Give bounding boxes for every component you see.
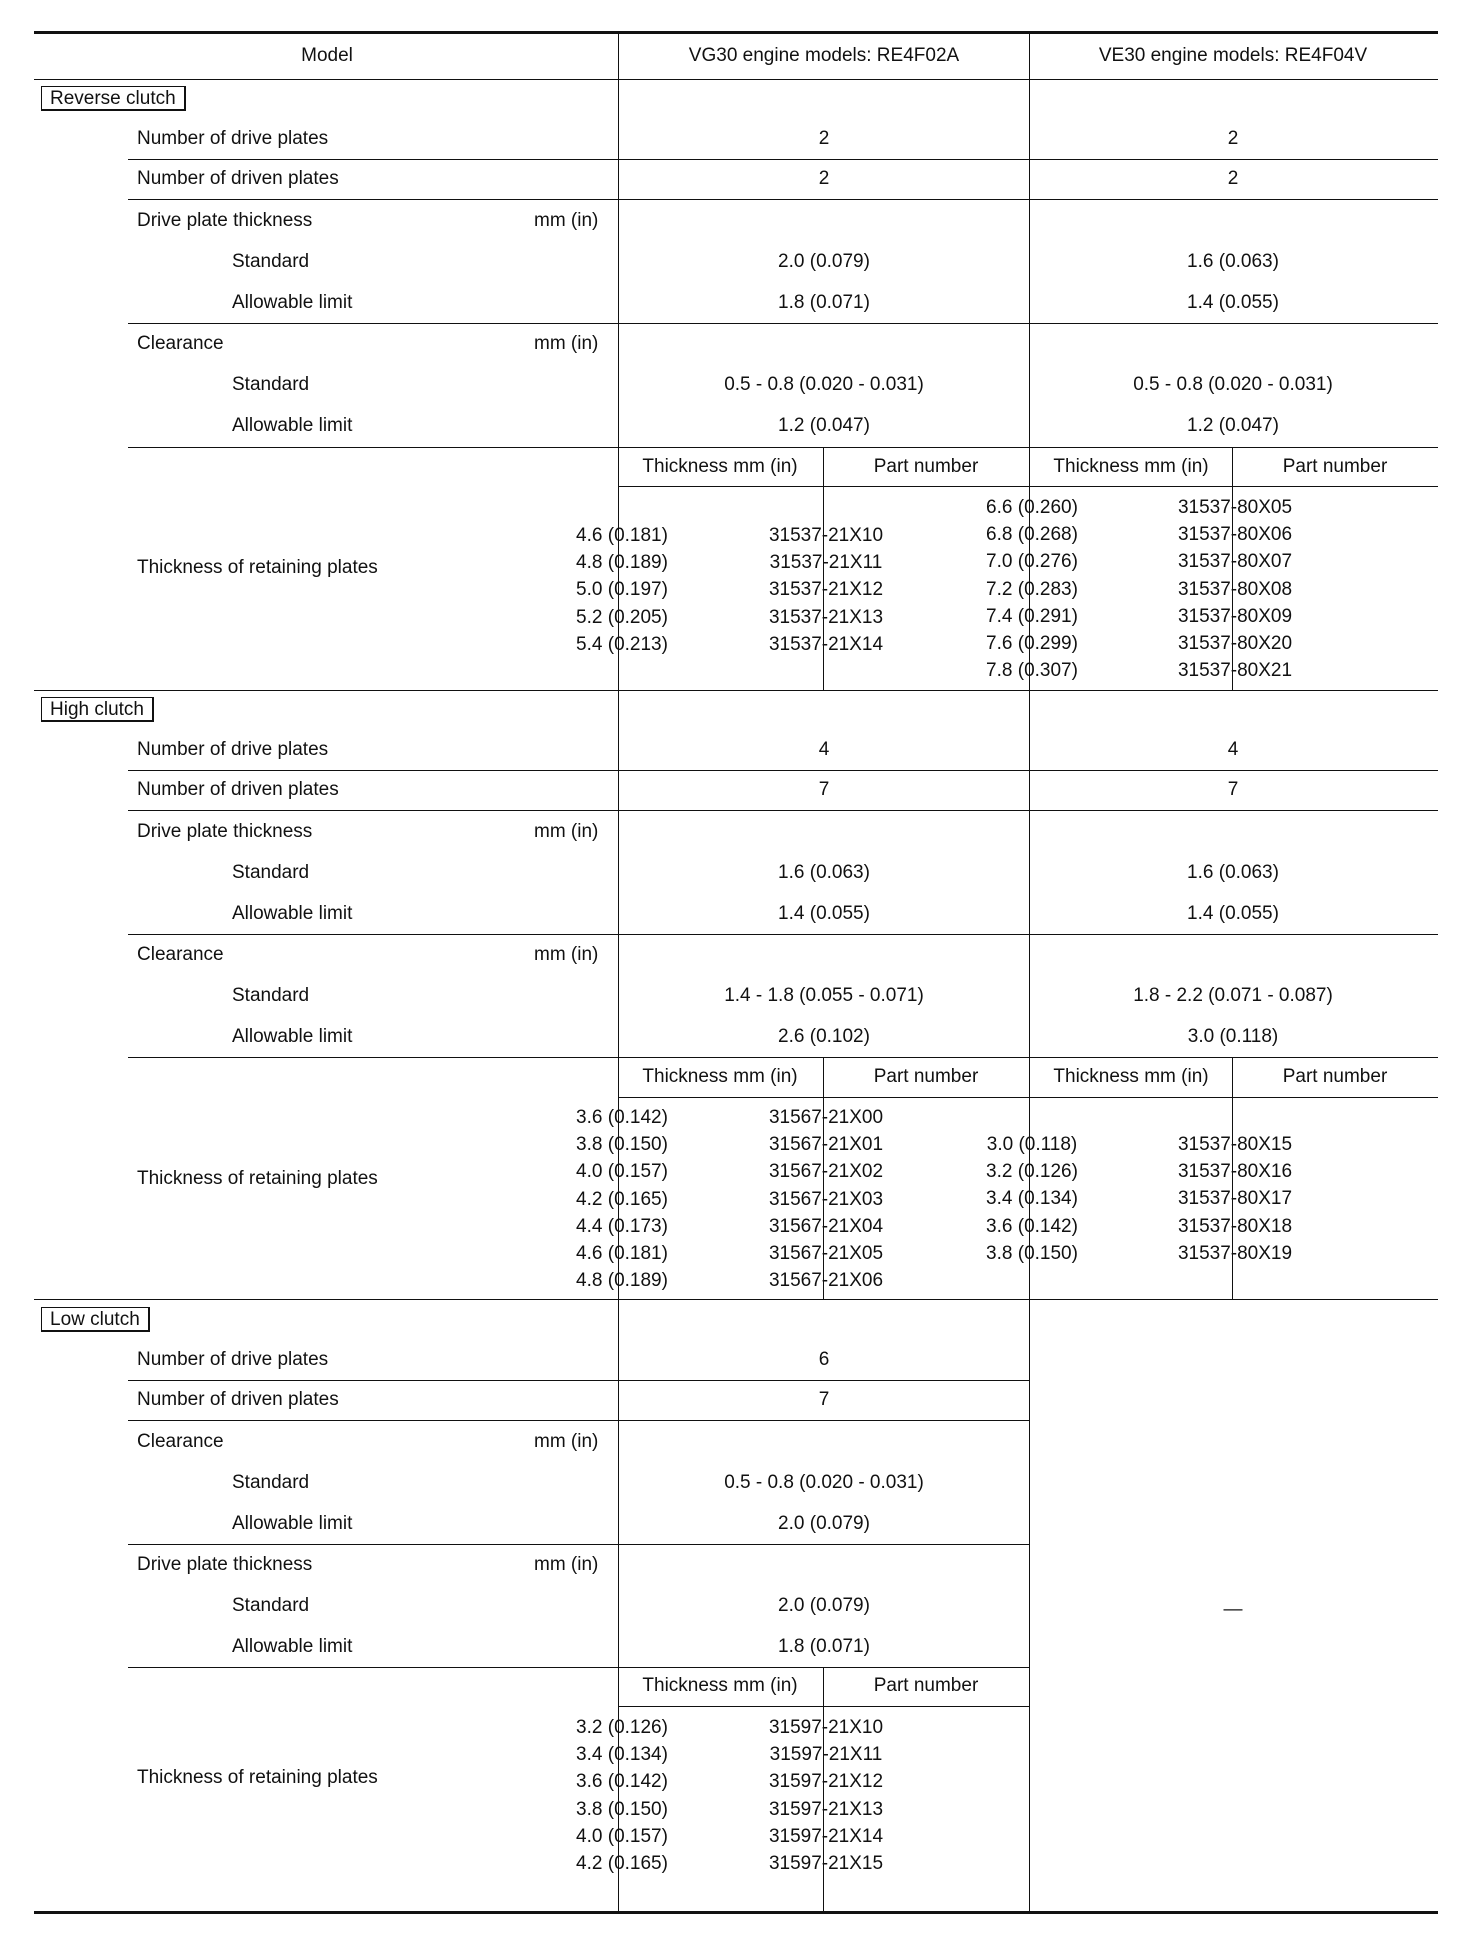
rule	[128, 323, 1438, 324]
row-label: Thickness of retaining plates	[137, 557, 378, 578]
col-head-thickness: Thickness mm (in)	[642, 1675, 798, 1696]
retaining-thickness-list: 6.6 (0.260) 6.8 (0.268) 7.0 (0.276) 7.2 (0.283) 7.4 (0.291) 7.6 (0.299) 7.8 (0.307)	[986, 497, 1078, 682]
rule	[128, 1544, 1030, 1545]
rule	[128, 810, 1438, 811]
value-ve30: 3.0 (0.118)	[1187, 1026, 1279, 1047]
rule	[128, 447, 1438, 448]
row-label: Number of drive plates	[137, 128, 329, 149]
value-vg30: 2.0 (0.079)	[778, 1513, 870, 1534]
col-head-thickness: Thickness mm (in)	[1053, 1066, 1209, 1087]
rule	[618, 1706, 1030, 1707]
value-vg30: 2	[818, 128, 830, 149]
sub-label: Standard	[232, 374, 310, 395]
col-head-part: Part number	[873, 1675, 979, 1696]
header-model: Model	[301, 45, 353, 66]
section-title-low: Low clutch	[41, 1307, 150, 1332]
value-ve30: 1.6 (0.063)	[1187, 251, 1279, 272]
retaining-thickness-list: 3.0 (0.118) 3.2 (0.126) 3.4 (0.134) 3.6 (0.142) 3.8 (0.150)	[986, 1134, 1078, 1264]
value-vg30: 4	[818, 739, 830, 760]
col-divider-label	[618, 33, 619, 1911]
col-head-part: Part number	[873, 456, 979, 477]
sub-label: Standard	[232, 862, 310, 883]
retaining-thickness-list: 3.2 (0.126) 3.4 (0.134) 3.6 (0.142) 3.8 (0.150) 4.0 (0.157) 4.2 (0.165)	[576, 1717, 668, 1875]
rule-top	[34, 31, 1438, 34]
col-head-part: Part number	[1282, 1066, 1388, 1087]
retaining-part-list: 31537-80X05 31537-80X06 31537-80X07 31537-80X08 31537-80X09 31537-80X20 31537-80X21	[1177, 497, 1293, 682]
unit-label: mm (in)	[534, 944, 599, 965]
rule-section	[34, 1299, 1438, 1300]
rule	[128, 934, 1438, 935]
row-label: Number of driven plates	[137, 1389, 339, 1410]
rule	[128, 1380, 1030, 1381]
section-title-reverse: Reverse clutch	[41, 86, 186, 111]
row-label: Number of drive plates	[137, 1349, 329, 1370]
value-vg30: 1.4 (0.055)	[778, 903, 870, 924]
value-ve30: 2	[1227, 168, 1239, 189]
header-ve30: VE30 engine models: RE4F04V	[1098, 45, 1368, 66]
retaining-part-list: 31537-21X10 31537-21X11 31537-21X12 31537-21X13 31537-21X14	[768, 525, 884, 655]
retaining-thickness-list: 4.6 (0.181) 4.8 (0.189) 5.0 (0.197) 5.2 (0.205) 5.4 (0.213)	[576, 525, 668, 655]
retaining-part-list: 31597-21X10 31597-21X11 31597-21X12 31597-21X13 31597-21X14 31597-21X15	[768, 1717, 884, 1875]
col-head-part: Part number	[1282, 456, 1388, 477]
sub-label: Allowable limit	[232, 1513, 353, 1534]
rule	[128, 1057, 1438, 1058]
value-vg30: 2.0 (0.079)	[778, 1595, 870, 1616]
value-ve30: 1.8 - 2.2 (0.071 - 0.087)	[1133, 985, 1333, 1006]
row-label: Clearance	[137, 944, 224, 965]
rule-header	[34, 79, 1438, 80]
value-ve30: 1.2 (0.047)	[1187, 415, 1279, 436]
value-ve30: 1.4 (0.055)	[1187, 903, 1279, 924]
row-label: Thickness of retaining plates	[137, 1767, 378, 1788]
row-label: Clearance	[137, 333, 224, 354]
sub-label: Allowable limit	[232, 1636, 353, 1657]
sub-label: Standard	[232, 1595, 310, 1616]
row-label: Number of drive plates	[137, 739, 329, 760]
unit-label: mm (in)	[534, 333, 599, 354]
value-ve30: 4	[1227, 739, 1239, 760]
rule-section	[34, 690, 1438, 691]
value-vg30: 1.8 (0.071)	[778, 292, 870, 313]
rule	[128, 159, 1438, 160]
col-head-part: Part number	[873, 1066, 979, 1087]
not-applicable-dash: —	[1223, 1599, 1243, 1620]
value-vg30: 2	[818, 168, 830, 189]
sub-label: Standard	[232, 1472, 310, 1493]
retaining-part-list: 31537-80X15 31537-80X16 31537-80X17 31537-80X18 31537-80X19	[1177, 1134, 1293, 1264]
value-ve30: 7	[1227, 779, 1239, 800]
value-vg30: 1.2 (0.047)	[778, 415, 870, 436]
row-label: Drive plate thickness	[137, 210, 313, 231]
value-ve30: 1.6 (0.063)	[1187, 862, 1279, 883]
col-head-thickness: Thickness mm (in)	[642, 456, 798, 477]
retaining-thickness-list: 3.6 (0.142) 3.8 (0.150) 4.0 (0.157) 4.2 (0.165) 4.4 (0.173) 4.6 (0.181) 4.8 (0.189)	[576, 1107, 668, 1292]
rule	[618, 1097, 1438, 1098]
value-vg30: 0.5 - 0.8 (0.020 - 0.031)	[724, 374, 924, 395]
value-vg30: 2.6 (0.102)	[778, 1026, 870, 1047]
sub-label: Allowable limit	[232, 415, 353, 436]
value-vg30: 1.6 (0.063)	[778, 862, 870, 883]
value-vg30: 1.8 (0.071)	[778, 1636, 870, 1657]
row-label: Thickness of retaining plates	[137, 1168, 378, 1189]
rule	[128, 770, 1438, 771]
col-divider-models	[1029, 33, 1030, 1911]
rule	[128, 1420, 1030, 1421]
sub-label: Standard	[232, 985, 310, 1006]
sub-label: Allowable limit	[232, 903, 353, 924]
rule	[618, 486, 1438, 487]
value-vg30: 1.4 - 1.8 (0.055 - 0.071)	[724, 985, 924, 1006]
row-label: Number of driven plates	[137, 168, 339, 189]
col-head-thickness: Thickness mm (in)	[1053, 456, 1209, 477]
unit-label: mm (in)	[534, 1431, 599, 1452]
retaining-part-list: 31567-21X00 31567-21X01 31567-21X02 31567-21X03 31567-21X04 31567-21X05 31567-21X06	[768, 1107, 884, 1292]
rule	[128, 1667, 1030, 1668]
section-title-high: High clutch	[41, 697, 154, 722]
row-label: Number of driven plates	[137, 779, 339, 800]
unit-label: mm (in)	[534, 210, 599, 231]
value-vg30: 7	[818, 1389, 830, 1410]
value-vg30: 6	[818, 1349, 830, 1370]
value-vg30: 0.5 - 0.8 (0.020 - 0.031)	[724, 1472, 924, 1493]
value-vg30: 2.0 (0.079)	[778, 251, 870, 272]
rule-bottom	[34, 1911, 1438, 1914]
value-ve30: 1.4 (0.055)	[1187, 292, 1279, 313]
sub-label: Standard	[232, 251, 310, 272]
value-ve30: 0.5 - 0.8 (0.020 - 0.031)	[1133, 374, 1333, 395]
row-label: Drive plate thickness	[137, 821, 313, 842]
value-vg30: 7	[818, 779, 830, 800]
rule	[128, 199, 1438, 200]
col-head-thickness: Thickness mm (in)	[642, 1066, 798, 1087]
sub-label: Allowable limit	[232, 1026, 353, 1047]
unit-label: mm (in)	[534, 1554, 599, 1575]
row-label: Drive plate thickness	[137, 1554, 313, 1575]
row-label: Clearance	[137, 1431, 224, 1452]
unit-label: mm (in)	[534, 821, 599, 842]
header-vg30: VG30 engine models: RE4F02A	[688, 45, 960, 66]
sub-label: Allowable limit	[232, 292, 353, 313]
value-ve30: 2	[1227, 128, 1239, 149]
